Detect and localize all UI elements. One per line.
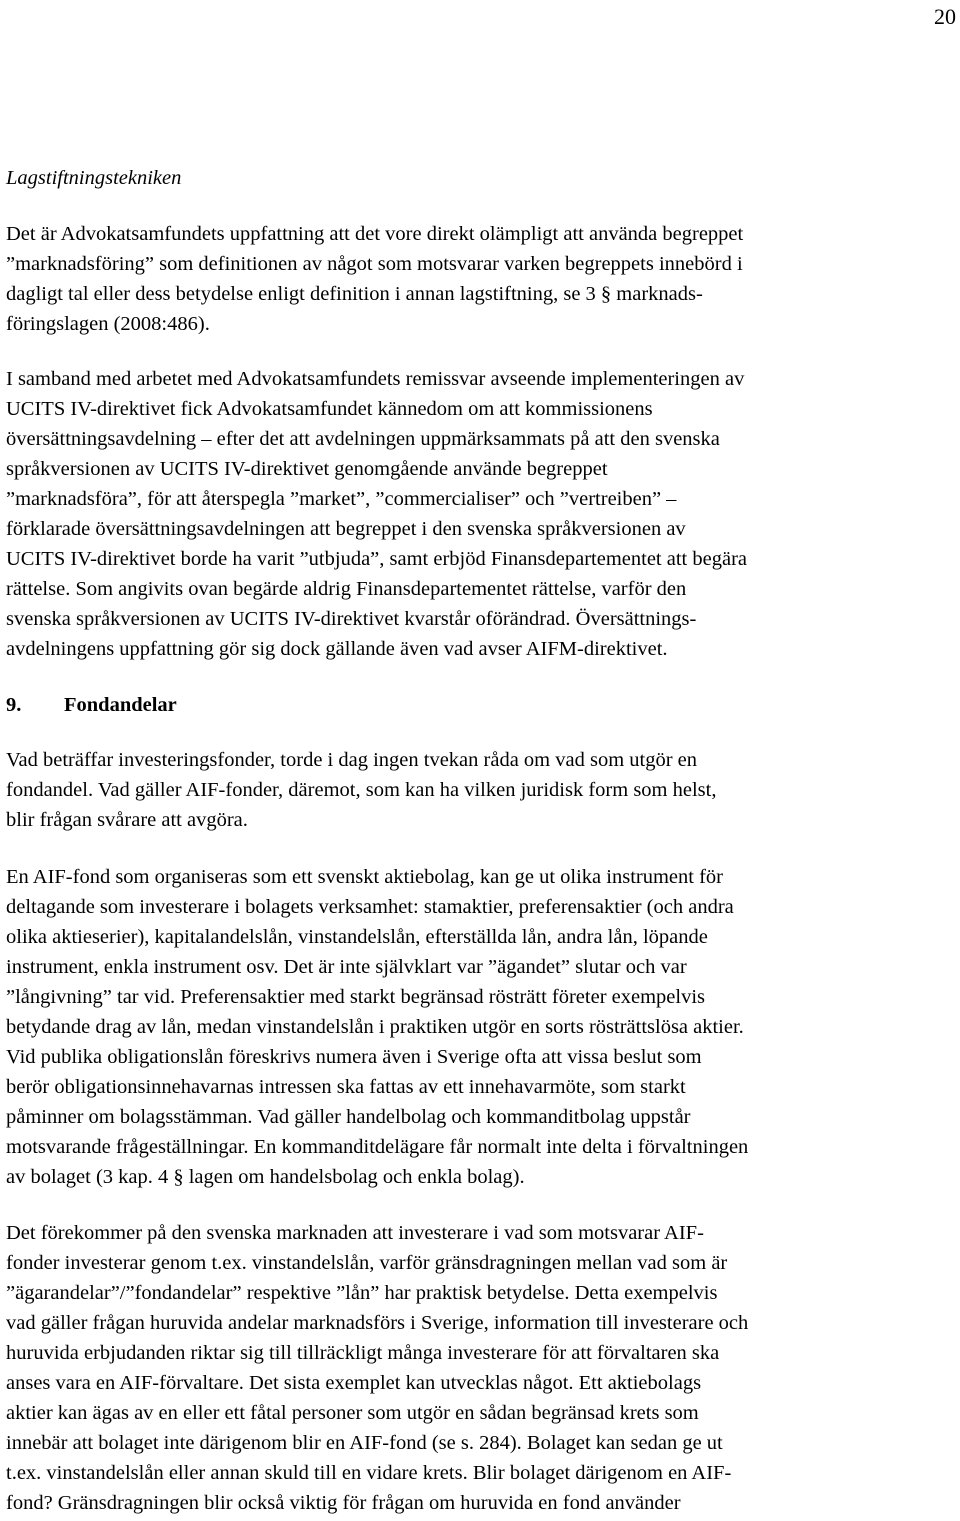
text-line: En AIF-fond som organiseras som ett svenskt aktiebolag, kan ge ut olika instrument för [6,866,723,888]
text-line: Det är Advokatsamfundets uppfattning att det vore direkt olämpligt att använda begreppet [6,223,744,245]
text-line: Vid publika obligationslån föreskrivs numera även i Sverige ofta att vissa beslut som [6,1046,702,1068]
text-line: ”ägarandelar”/”fondandelar” respektive ”lån” har praktisk betydelse. Detta exempelvis [6,1282,718,1304]
section-title: Lagstiftningstekniken [6,167,182,189]
text-line: fonder investerar genom t.ex. vinstandelslån, varför gränsdragningen mellan vad som är [6,1252,728,1274]
text-line: Det förekommer på den svenska marknaden att investerare i vad som motsvarar AIF- [6,1222,704,1244]
text-line: svenska språkversionen av UCITS IV-direktivet kvarstår oförändrad. Översättnings- [6,608,697,630]
text-line: UCITS IV-direktivet borde ha varit ”utbjuda”, samt erbjöd Finansdepartementet att begära [6,548,747,570]
text-line: förklarade översättningsavdelningen att begreppet i den svenska språkversionen av [6,518,686,540]
text-line: ”marknadsföra”, för att återspegla ”market”, ”commercialiser” och ”vertreiben” – [6,488,677,510]
text-line: avdelningens uppfattning gör sig dock gällande även vad avser AIFM-direktivet. [6,638,668,660]
text-line: fond? Gränsdragningen blir också viktig för frågan om huruvida en fond använder [6,1492,681,1514]
text-line: innebär att bolaget inte därigenom blir en AIF-fond (se s. 284). Bolaget kan sedan ge ut [6,1432,723,1454]
text-line: ”långivning” tar vid. Preferensaktier med starkt begränsad rösträtt företer exempelvis [6,986,706,1008]
text-line: föringslagen (2008:486). [6,313,210,335]
text-line: olika aktieserier), kapitalandelslån, vinstandelslån, efterställda lån, andra lån, löpande [6,926,708,948]
text-line: betydande drag av lån, medan vinstandelslån i praktiken utgör en sorts rösträttslösa aktier. [6,1016,744,1038]
text-line: berör obligationsinnehavarnas intressen ska fattas av ett innehavarmöte, som starkt [6,1076,686,1098]
text-line: t.ex. vinstandelslån eller annan skuld till en vidare krets. Blir bolaget därigenom en AIF- [6,1462,732,1484]
text-line: instrument, enkla instrument osv. Det är inte självklart var ”ägandet” slutar och var [6,956,687,978]
text-line: fondandel. Vad gäller AIF-fonder, däremot, som kan ha vilken juridisk form som helst, [6,779,717,801]
page-number: 20 [934,4,956,29]
text-line: aktier kan ägas av en eller ett fåtal personer som utgör en sådan begränsad krets som [6,1402,699,1424]
text-line: huruvida erbjudanden riktar sig till tillräckligt många investerare för att förvaltaren ska [6,1342,720,1364]
text-line: rättelse. Som angivits ovan begärde aldrig Finansdepartementet rättelse, varför den [6,578,687,600]
text-line: blir frågan svårare att avgöra. [6,809,248,831]
heading-number: 9. [6,694,22,716]
text-line: av bolaget (3 kap. 4 § lagen om handelsbolag och enkla bolag). [6,1166,525,1188]
text-line: motsvarande frågeställningar. En kommanditdelägare får normalt inte delta i förvaltningen [6,1136,749,1158]
text-line: anses vara en AIF-förvaltare. Det sista exemplet kan utvecklas något. Ett aktiebolags [6,1372,702,1394]
text-line: dagligt tal eller dess betydelse enligt definition i annan lagstiftning, se 3 § marknads- [6,283,703,305]
text-line: påminner om bolagsstämman. Vad gäller handelbolag och kommanditbolag uppstår [6,1106,691,1128]
text-line: UCITS IV-direktivet fick Advokatsamfundet kännedom om att kommissionens [6,398,653,420]
text-line: Vad beträffar investeringsfonder, torde i dag ingen tvekan råda om vad som utgör en [6,749,698,771]
text-line: I samband med arbetet med Advokatsamfundets remissvar avseende implementeringen av [6,368,745,390]
text-line: språkversionen av UCITS IV-direktivet genomgående använde begreppet [6,458,608,480]
heading-title: Fondandelar [64,694,177,716]
text-line: deltagande som investerare i bolagets verksamhet: stamaktier, preferensaktier (och andra [6,896,734,918]
text-line: översättningsavdelning – efter det att avdelningen uppmärksammats på att den svenska [6,428,720,450]
text-line: vad gäller frågan huruvida andelar marknadsförs i Sverige, information till investerare och [6,1312,749,1334]
text-line: ”marknadsföring” som definitionen av något som motsvarar varken begreppets innebörd i [6,253,743,275]
